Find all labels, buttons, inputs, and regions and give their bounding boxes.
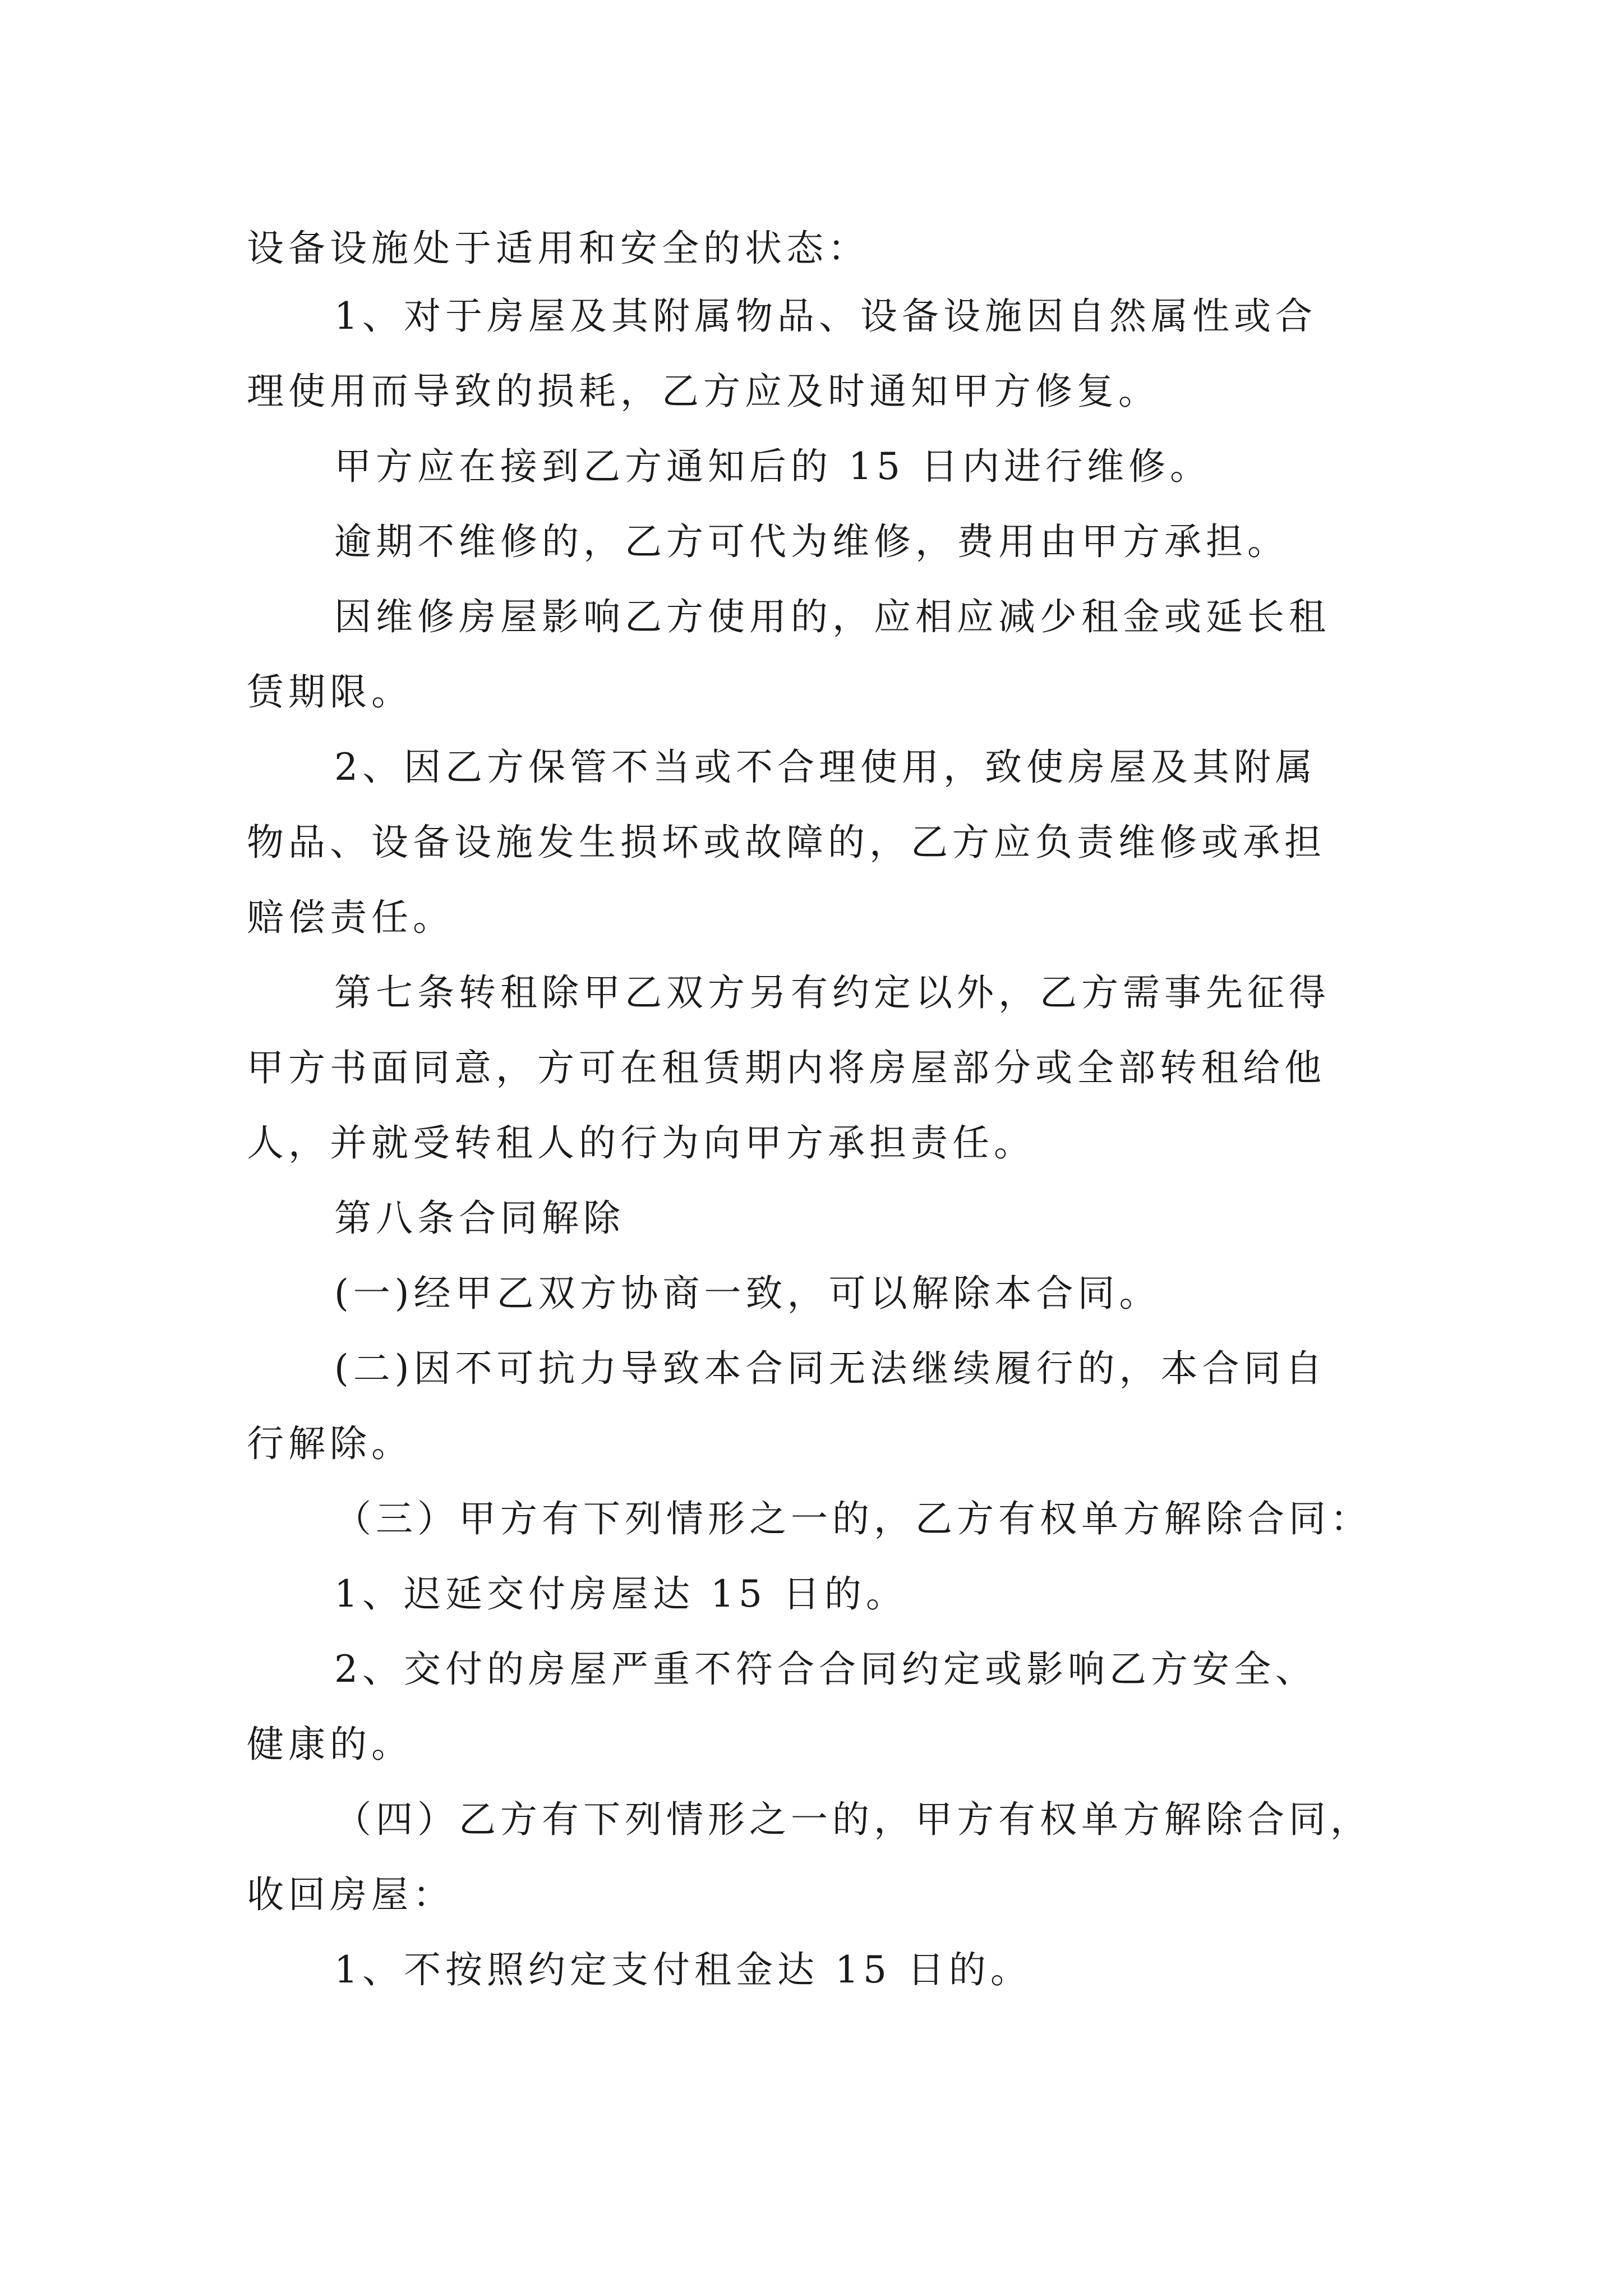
text-line: 赔偿责任。 <box>247 896 454 939</box>
text-line: (一)经甲乙双方协商一致，可以解除本合同。 <box>334 1272 1161 1315</box>
text-line: 逾期不维修的，乙方可代为维修，费用由甲方承担。 <box>334 520 1289 563</box>
text-line: 2、因乙方保管不当或不合理使用，致使房屋及其附属 <box>334 746 1317 789</box>
text-line: 甲方应在接到乙方通知后的 15 日内进行维修。 <box>334 445 1211 488</box>
text-line: 健康的。 <box>247 1723 413 1766</box>
text-line: 第七条转租除甲乙双方另有约定以外，乙方需事先征得 <box>334 971 1330 1014</box>
text-line: 行解除。 <box>247 1422 413 1465</box>
text-line: 2、交付的房屋严重不符合合同约定或影响乙方安全、 <box>334 1648 1317 1691</box>
text-line: (二)因不可抗力导致本合同无法继续履行的，本合同自 <box>334 1347 1327 1390</box>
text-line: 甲方书面同意，方可在租赁期内将房屋部分或全部转租给他 <box>247 1046 1326 1089</box>
text-line: 1、迟延交付房屋达 15 日的。 <box>334 1572 907 1616</box>
text-line: 1、不按照约定支付租金达 15 日的。 <box>334 1948 1032 1991</box>
text-line: 因维修房屋影响乙方使用的，应相应减少租金或延长租 <box>334 595 1330 638</box>
text-line: （三）甲方有下列情形之一的，乙方有权单方解除合同： <box>334 1497 1372 1540</box>
text-line: 1、对于房屋及其附属物品、设备设施因自然属性或合 <box>334 295 1317 338</box>
text-line: 设备设施处于适用和安全的状态： <box>247 227 869 270</box>
text-line: 收回房屋： <box>247 1873 454 1916</box>
text-line: 物品、设备设施发生损坏或故障的，乙方应负责维修或承担 <box>247 821 1326 864</box>
text-line: 理使用而导致的损耗，乙方应及时通知甲方修复。 <box>247 370 1160 413</box>
text-line: 人，并就受转租人的行为向甲方承担责任。 <box>247 1121 1035 1165</box>
text-line: （四）乙方有下列情形之一的，甲方有权单方解除合同， <box>334 1798 1372 1841</box>
section-heading: 第八条合同解除 <box>334 1197 625 1240</box>
text-line: 赁期限。 <box>247 670 413 714</box>
